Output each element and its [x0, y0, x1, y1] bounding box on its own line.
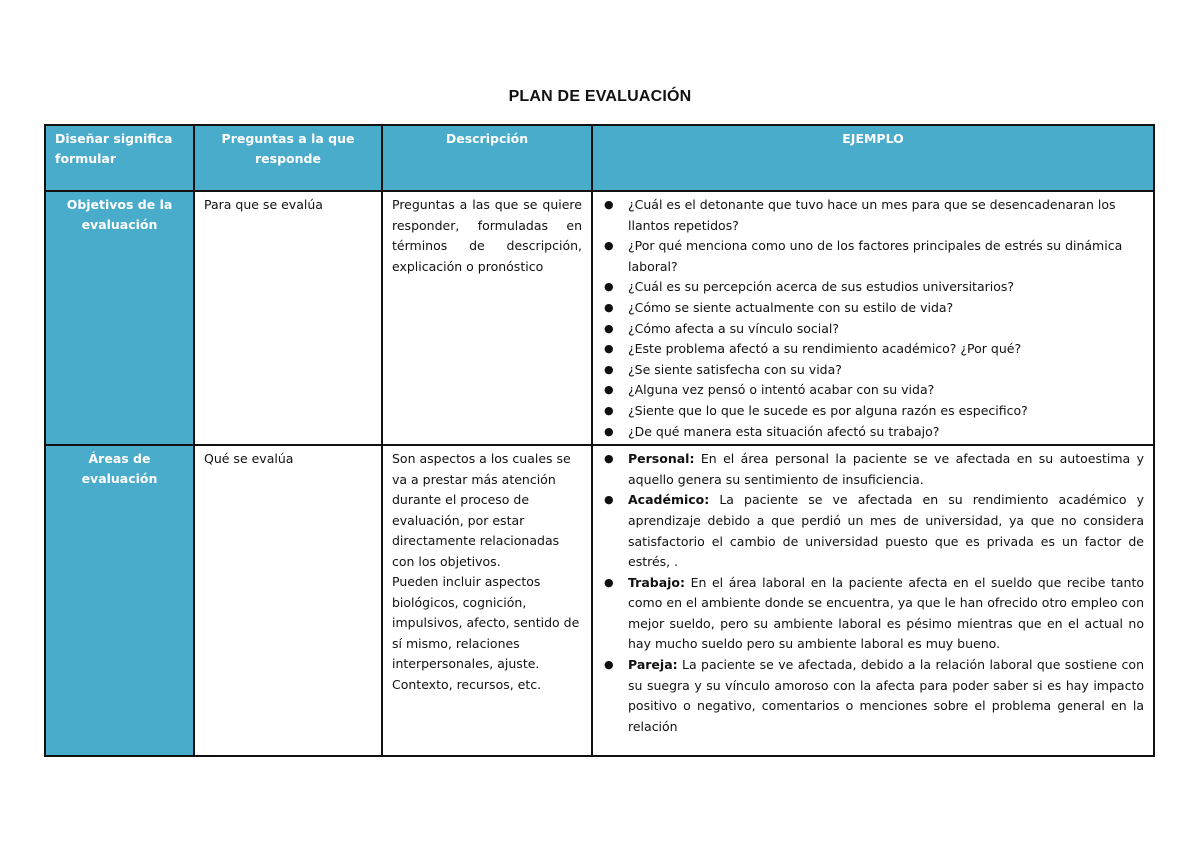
table-row [45, 445, 1154, 756]
areas-list [602, 449, 1144, 737]
list-item [604, 236, 1144, 277]
row-label-objetivos-text: Objetivos de la evaluación [66, 197, 173, 232]
header-descripcion [382, 125, 592, 191]
area-text: La paciente se ve afectada en su rendimiento académico y aprendizaje debido a que perdió un mes de universidad, ya que no considera satisfactorio el cambio de universidad puesto que es privada es un factor de estrés, . [628, 492, 1144, 570]
list-item [604, 360, 1144, 381]
area-text: En el área laboral en la paciente afecta en el sueldo que recibe tanto como en el ambiente donde se encuentra, ya que le han ofrecido otro empleo con mejor sueldo, pero su ambiente laboral es pésimo mientras que en el actual no hay mucho sueldo pero su ambiente laboral es muy bueno. [628, 574, 1144, 652]
bullet-icon: ● [604, 280, 614, 294]
list-item [604, 380, 1144, 401]
row-description-cell [382, 445, 592, 756]
list-item-text: ¿Cuál es su percepción acerca de sus estudios universitarios? [628, 279, 1015, 295]
page-title: PLAN DE EVALUACIÓN [508, 88, 692, 105]
row-question-text: Qué se evalúa [204, 451, 294, 467]
table-row [45, 191, 1154, 445]
bullet-icon: ● [604, 321, 614, 335]
bullet-icon: ● [604, 424, 614, 438]
description-paragraph: Contexto, recursos, etc. [392, 676, 542, 692]
evaluation-plan-table [44, 124, 1155, 757]
bullet-icon: ● [604, 300, 614, 314]
bullet-icon: ● [604, 403, 614, 417]
bullet-icon: ● [604, 198, 614, 211]
header-preguntas [194, 125, 382, 191]
bullet-icon: ● [604, 658, 614, 672]
row-question-text: Para que se evalúa [204, 197, 323, 212]
bullet-icon: ● [604, 383, 614, 397]
list-item-text: ¿Cómo afecta a su vínculo social? [628, 320, 839, 336]
list-item-text: ¿Alguna vez pensó o intentó acabar con su vida? [628, 382, 935, 398]
list-item-text: ¿Cómo se siente actualmente con su estilo de vida? [628, 299, 954, 315]
list-item-text: ¿Se siente satisfecha con su vida? [628, 361, 842, 377]
bullet-icon: ● [604, 239, 614, 253]
area-text: La paciente se ve afectada, debido a la relación laboral que sostiene con su suegra y su vínculo amoroso con la afecta para poder saber si es hay impacto positivo o negativo, comentarios o menciones sobre el problema general en la relación [628, 657, 1144, 734]
row-question-cell [194, 445, 382, 756]
list-item-text: ¿Este problema afectó a su rendimiento académico? ¿Por qué? [628, 341, 1022, 357]
list-item [604, 195, 1144, 236]
row-label-objetivos [45, 191, 194, 445]
description-paragraph: Son aspectos a los cuales se va a prestar más atención durante el proceso de evaluación, por estar directamente relacionadas con los objetivos. [392, 451, 571, 569]
area-term: Trabajo: [628, 574, 686, 590]
bullet-icon: ● [604, 575, 614, 589]
header-ejemplo [592, 125, 1154, 191]
area-term: Personal: [628, 451, 695, 467]
row-question-cell [194, 191, 382, 445]
description-paragraph: Pueden incluir aspectos biológicos, cognición, impulsivos, afecto, sentido de sí mismo, relaciones interpersonales, ajuste. [392, 574, 580, 672]
header-preguntas-label: Preguntas a la que responde [221, 131, 355, 166]
list-item [604, 319, 1144, 340]
area-text: En el área personal la paciente se ve afectada en su autoestima y aquello genera su sentimiento de insuficiencia. [628, 451, 1144, 487]
list-item-text: ¿Por qué menciona como uno de los factores principales de estrés su dinámica laboral? [628, 238, 1123, 274]
header-descripcion-label: Descripción [445, 131, 529, 146]
bullet-icon: ● [604, 493, 614, 507]
header-ejemplo-label: EJEMPLO [842, 131, 904, 146]
row-description-cell [382, 191, 592, 445]
list-item [604, 277, 1144, 298]
list-item [604, 490, 1144, 572]
list-item [604, 401, 1144, 422]
list-item [604, 298, 1144, 319]
examples-list [602, 195, 1144, 442]
list-item [604, 422, 1144, 443]
list-item-text: ¿De qué manera esta situación afectó su trabajo? [628, 423, 940, 439]
list-item [604, 655, 1144, 737]
list-item-text: ¿Siente que lo que le sucede es por alguna razón es especifico? [628, 402, 1028, 418]
bullet-icon: ● [604, 342, 614, 356]
list-item-text: ¿Cuál es el detonante que tuvo hace un mes para que se desencadenaran los llantos repetidos? [628, 197, 1116, 233]
list-item [604, 449, 1144, 490]
examples-cell [592, 191, 1154, 445]
header-disenar [45, 125, 194, 191]
area-term: Pareja: [628, 657, 678, 673]
bullet-icon: ● [604, 452, 614, 466]
area-term: Académico: [628, 492, 710, 508]
list-item [604, 573, 1144, 655]
header-disenar-label: Diseñar significa formular [55, 131, 173, 166]
table-header-row [45, 125, 1154, 191]
row-label-areas [45, 445, 194, 756]
bullet-icon: ● [604, 362, 614, 376]
list-item [604, 339, 1144, 360]
row-label-areas-text: Áreas de evaluación [81, 451, 158, 487]
areas-cell [592, 445, 1154, 756]
row-description-text: Preguntas a las que se quiere responder, formuladas en términos de descripción, explicación o pronóstico [392, 197, 582, 274]
